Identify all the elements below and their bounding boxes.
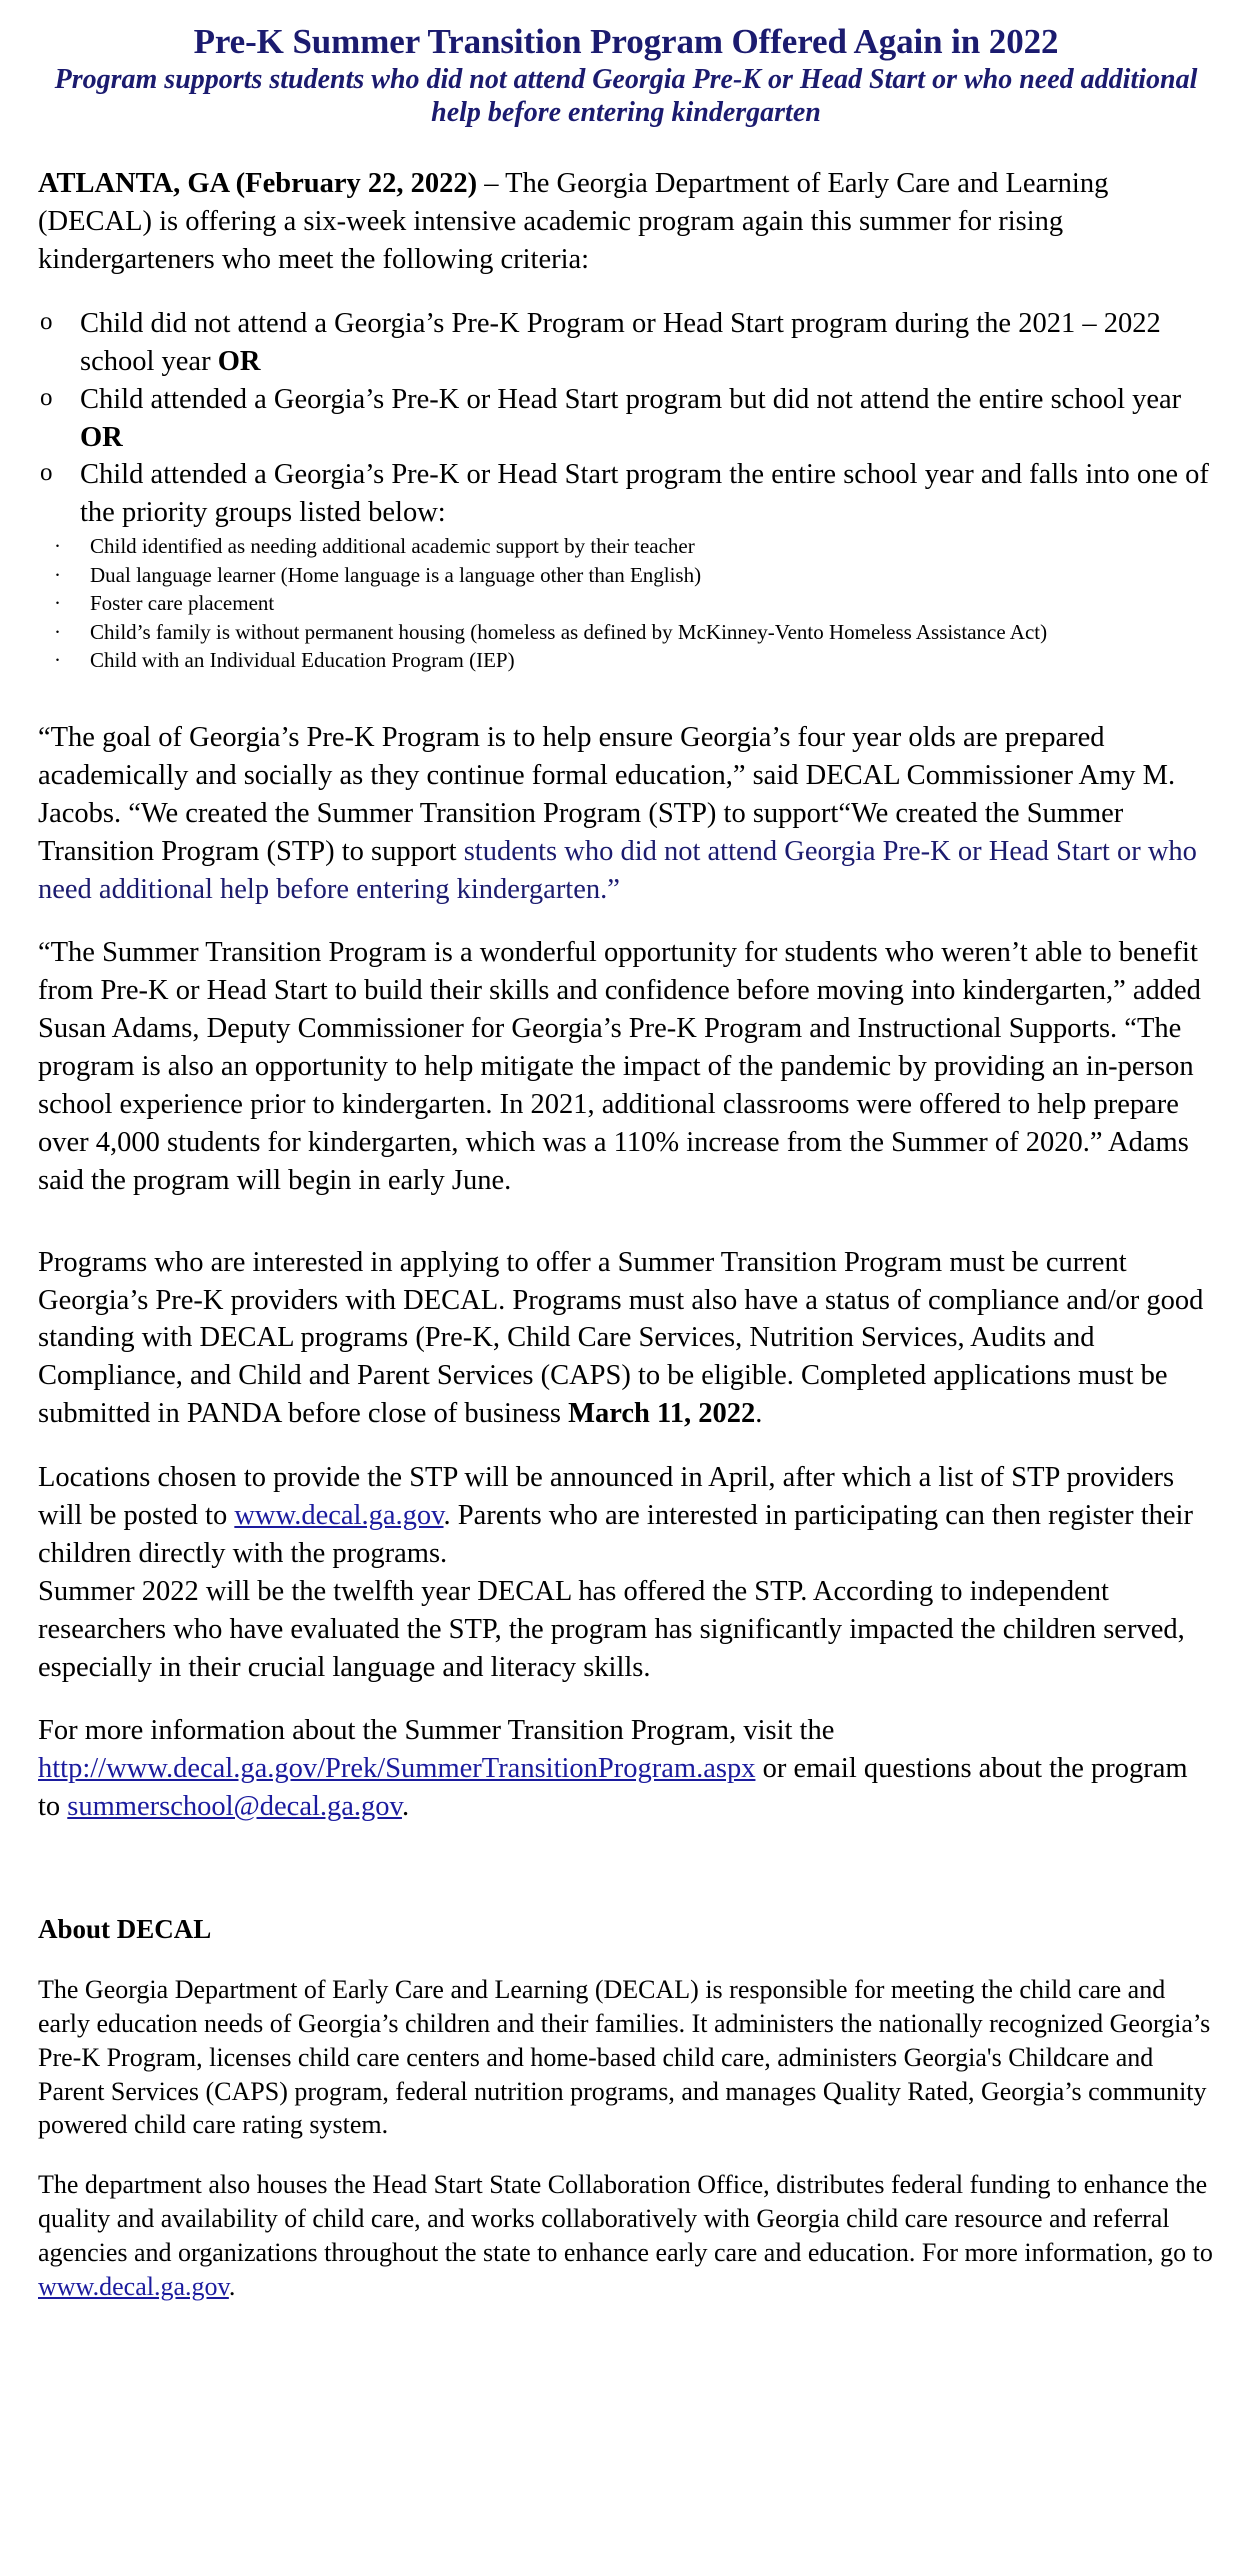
- decal-website-link-footer[interactable]: www.decal.ga.gov: [38, 2271, 229, 2301]
- list-item: [38, 646, 1214, 675]
- list-item: [38, 532, 1214, 561]
- priority-group-text: Child with an Individual Education Program (IEP): [90, 648, 515, 673]
- summerschool-email-link[interactable]: summerschool@decal.ga.gov: [67, 1791, 402, 1823]
- locations-paragraph: [38, 1459, 1214, 1573]
- priority-group-text: Foster care placement: [90, 591, 275, 616]
- criteria-text: Child did not attend a Georgia’s Pre-K Program or Head Start program during the 2021 – 2022 school year: [80, 307, 1161, 377]
- criteria-text: Child attended a Georgia’s Pre-K or Head Start program the entire school year and falls into one of the priority groups listed below:: [80, 459, 1209, 529]
- quote-jacobs-blue: students who did not attend Georgia Pre-K or Head Start or who need additional help before entering kindergarten.”: [38, 835, 1197, 905]
- list-item: [38, 456, 1214, 532]
- page-subtitle: Program supports students who did not attend Georgia Pre-K or Head Start or who need additional help before entering kindergarten: [54, 64, 1198, 129]
- bullet-dot-icon: ·: [54, 619, 61, 644]
- about-decal-heading: About DECAL: [38, 1914, 212, 1945]
- priority-groups-list: [38, 532, 1214, 675]
- bullet-dot-icon: ·: [54, 534, 61, 559]
- bullet-circle-icon: o: [40, 307, 53, 335]
- more-info-paragraph: [38, 1712, 1214, 1826]
- criteria-or: OR: [80, 421, 123, 453]
- more-info-text-middle: or email questions about the program to: [38, 1753, 1188, 1823]
- dateline: ATLANTA, GA (February 22, 2022): [38, 168, 478, 200]
- about-text-end: .: [228, 2271, 236, 2301]
- lede-paragraph: [38, 165, 1214, 279]
- decal-website-link[interactable]: www.decal.ga.gov: [234, 1500, 444, 1532]
- about-text: The department also houses the Head Start State Collaboration Office, distributes federal funding to enhance the quality and availability of child care, and works collaboratively with Georgia child care resource and referral agencies and organizations throughout the state to enhance early care and education. For more information, go to: [38, 2170, 1213, 2267]
- bullet-dot-icon: ·: [54, 648, 61, 673]
- quote-adams-paragraph: “The Summer Transition Program is a wonderful opportunity for students who weren’t able to benefit from Pre-K or Head Start to build their skills and confidence before moving into kindergarten,” added Susan Adams, Deputy Commissioner for Georgia’s Pre-K Program and Instructional Supports. “The program is also an opportunity to help mitigate the impact of the pandemic by providing an in-person school experience prior to kindergarten. In 2021, additional classrooms were offered to help prepare over 4,000 students for kindergarten, which was a 110% increase from the Summer of 2020.” Adams said the program will begin in early June.: [38, 937, 1201, 1196]
- list-item: [38, 589, 1214, 618]
- page-title: Pre-K Summer Transition Program Offered Again in 2022: [193, 22, 1059, 61]
- list-item: [38, 305, 1214, 381]
- dateline-dash: –: [477, 168, 506, 200]
- list-item: [38, 381, 1214, 457]
- locations-text: Locations chosen to provide the STP will be announced in April, after which a list of STP providers will be posted to: [38, 1462, 1175, 1532]
- criteria-or: OR: [217, 345, 261, 377]
- more-info-text: For more information about the Summer Transition Program, visit the: [38, 1715, 835, 1747]
- priority-group-text: Child’s family is without permanent housing (homeless as defined by McKinney-Vento Homeless Assistance Act): [90, 619, 1048, 644]
- applying-text: Programs who are interested in applying to offer a Summer Transition Program must be current Georgia’s Pre-K providers with DECAL. Programs must also have a status of compliance and/or good standing with DECAL programs (Pre-K, Child Care Services, Nutrition Services, Audits and Compliance, and Child and Parent Services (CAPS) to be eligible. Completed applications must be submitted in PANDA before close of business: [38, 1246, 1204, 1430]
- bullet-dot-icon: ·: [54, 562, 61, 587]
- bullet-circle-icon: o: [40, 459, 53, 487]
- locations-text-end: . Parents who are interested in participating can then register their children directly with the programs.: [38, 1500, 1193, 1569]
- locations-second-paragraph: Summer 2022 will be the twelfth year DECAL has offered the STP. According to independent researchers who have evaluated the STP, the program has significantly impacted the children served, especially in their crucial language and literacy skills.: [38, 1575, 1185, 1683]
- bullet-dot-icon: ·: [54, 591, 61, 616]
- list-item: [38, 618, 1214, 647]
- stp-program-page-link[interactable]: http://www.decal.ga.gov/Prek/SummerTransitionProgram.aspx: [38, 1753, 756, 1785]
- application-deadline: March 11, 2022: [568, 1398, 756, 1430]
- priority-group-text: Child identified as needing additional academic support by their teacher: [90, 534, 695, 559]
- about-paragraph-1: The Georgia Department of Early Care and Learning (DECAL) is responsible for meeting the child care and early education needs of Georgia’s children and their families. It administers the nationally recognized Georgia’s Pre-K Program, licenses child care centers and home-based child care, administers Georgia's Childcare and Parent Services (CAPS) program, federal nutrition programs, and manages Quality Rated, Georgia’s community powered child care rating system.: [38, 1975, 1211, 2140]
- applying-paragraph: [38, 1244, 1214, 1433]
- list-item: [38, 561, 1214, 590]
- bullet-circle-icon: o: [40, 383, 53, 411]
- applying-text-end: .: [755, 1398, 763, 1430]
- quote-jacobs-black: “The goal of Georgia’s Pre-K Program is to help ensure Georgia’s four year olds are prepared academically and socially as they continue formal education,” said DECAL Commissioner Amy M. Jacobs. “We created the Summer Transition Program (STP) to support“We created the Summer Transition Program (STP) to support: [38, 722, 1176, 867]
- more-info-text-end: .: [401, 1791, 410, 1823]
- lede-text: The Georgia Department of Early Care and Learning (DECAL) is offering a six-week intensive academic program again this summer for rising kindergarteners who meet the following criteria:: [38, 168, 1109, 276]
- criteria-list: [38, 305, 1214, 532]
- quote-jacobs-paragraph: [38, 719, 1214, 908]
- priority-group-text: Dual language learner (Home language is a language other than English): [90, 562, 702, 587]
- about-paragraph-2: [38, 2168, 1214, 2303]
- criteria-text: Child attended a Georgia’s Pre-K or Head Start program but did not attend the entire school year: [80, 383, 1182, 415]
